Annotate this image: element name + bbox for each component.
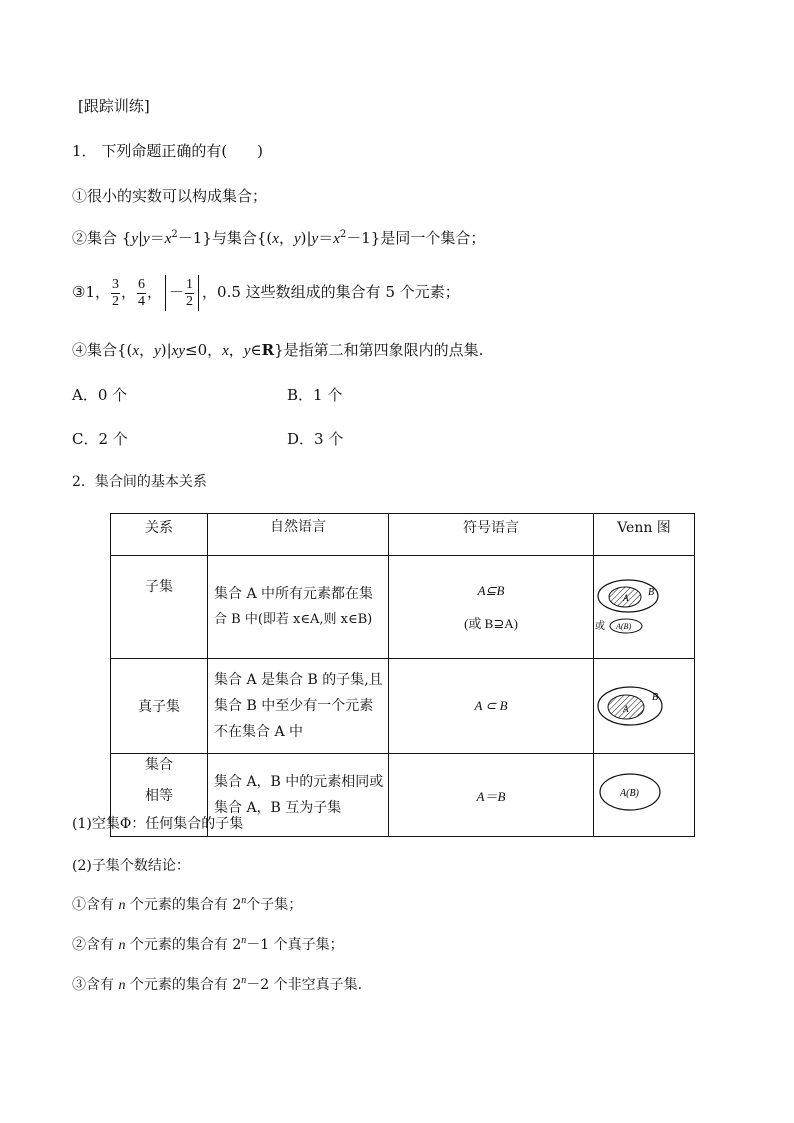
option-b: B．1 个: [287, 386, 343, 404]
note-5: ③含有 n 个元素的集合有 $2^n-2$ 个非空真子集.: [72, 975, 363, 993]
venn-equal: [594, 754, 695, 837]
note-3: ①含有 n 个元素的集合有 2$^n$个子集；: [72, 895, 303, 913]
svg-text:A: A: [623, 593, 629, 603]
relation-subset: 子集: [111, 556, 208, 659]
note-4: ②含有 n 个元素的集合有 $2^n-1$ 个真子集；: [72, 935, 344, 953]
section-title: [跟踪训练]: [78, 97, 150, 115]
option-a: A．0 个: [72, 386, 128, 404]
table-row: [111, 556, 695, 659]
svg-text:A(B): A(B): [616, 622, 632, 631]
note-2: (2)子集个数结论：: [72, 858, 190, 874]
question-1-stem: 1． 下列命题正确的有( ): [72, 142, 264, 160]
relation-proper-subset: 真子集: [111, 659, 208, 754]
svg-text:A: A: [623, 704, 629, 714]
fraction-6-4: $\frac{6}{4}$: [138, 276, 146, 309]
natural-proper-subset: 集合 A 是集合 B 的子集,且 集合 B 中至少有一个元素 不在集合 A 中: [208, 659, 389, 754]
table-header-row: [111, 514, 695, 556]
svg-text:或: 或: [595, 621, 605, 632]
svg-text:B: B: [648, 587, 655, 598]
venn-proper-subset: [594, 659, 695, 754]
fraction-1-2: $\frac{1}{2}$: [186, 276, 194, 309]
symbol-equal: A＝B: [389, 754, 594, 837]
header-venn: Venn 图: [594, 514, 695, 556]
svg-text:B: B: [652, 692, 659, 703]
statement-4: ④集合{(x，y)|xy≤0，x，y∈R}是指第二和第四象限内的点集.: [72, 341, 484, 359]
venn-subset: [594, 556, 695, 659]
natural-equal: 集合 A，B 中的元素相同或 集合 A，B 互为子集: [208, 754, 389, 837]
question-2-title: 2．集合间的基本关系: [72, 474, 207, 490]
statement-2: ②集合 $\{y|y=x^2-1\}$与集合{(x，$y)|y=x^2-1$}是同一个集合；: [72, 229, 486, 247]
header-relation: 关系: [111, 514, 208, 556]
abs-bar-left: [165, 275, 166, 311]
option-c: C．2 个: [72, 430, 128, 448]
venn-subset-diagram: [594, 567, 694, 643]
symbol-proper-subset: A ⊂ B: [389, 659, 594, 754]
statement-1: ①很小的实数可以构成集合；: [72, 187, 268, 205]
option-d: D．3 个: [287, 430, 344, 448]
set-relations-table: [110, 513, 695, 837]
venn-equal-diagram: [594, 768, 694, 818]
fraction-3-2: $\frac{3}{2}$: [112, 276, 119, 309]
abs-bar-right: [198, 275, 199, 311]
header-natural-language: 自然语言: [208, 514, 389, 556]
symbol-subset: A⊆B (或 B⊇A): [389, 556, 594, 659]
svg-text:A(B): A(B): [620, 788, 639, 799]
venn-proper-subset-diagram: [594, 674, 694, 734]
note-1: (1)空集Φ：任何集合的子集: [72, 816, 244, 832]
relation-equal: 集合 相等: [111, 754, 208, 837]
natural-subset: 集合 A 中所有元素都在集 合 B 中(即若 x∈A,则 x∈B): [208, 556, 389, 659]
header-symbol-language: 符号语言: [389, 514, 594, 556]
statement-3: ③1， $\frac{3}{2}$ ， $\frac{6}{4}$ ， － $\frac{1}{2}$ ，0.5 这些数组成的集合有 5 个元素；: [72, 272, 460, 312]
table-row: [111, 659, 695, 754]
